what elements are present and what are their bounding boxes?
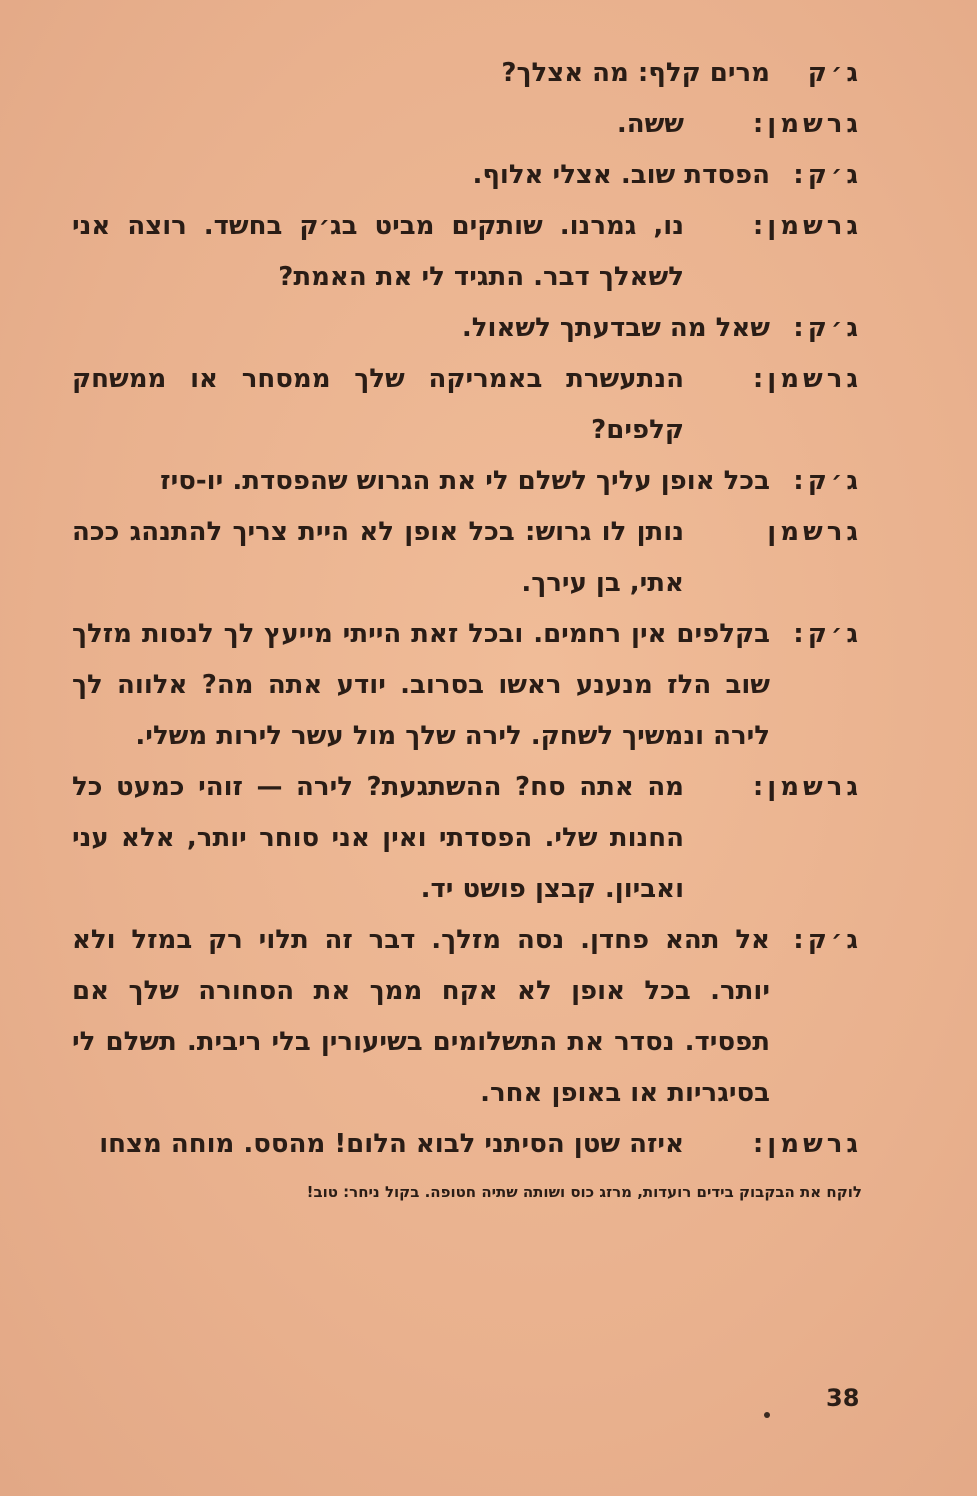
speech-text: איזה שטן הסיתני לבוא הלום! מהסס. מוחה מצחו <box>99 1129 684 1159</box>
dialogue-line <box>72 456 862 507</box>
page-number: 38 <box>826 1384 860 1412</box>
speaker-name: גרשמן: <box>752 1129 862 1159</box>
dialogue-line <box>72 303 862 354</box>
dialogue-line <box>72 99 862 150</box>
script-text <box>72 48 862 1214</box>
speech-text: נו, גמרנו. שותקים מביט בג׳ק בחשד. רוצה אני לשאלך דבר. התגיד לי את האמת? <box>72 211 684 292</box>
speech-text: מרים קלף: מה אצלך? <box>501 58 770 88</box>
speaker-name: ג׳ק: <box>793 466 862 496</box>
speaker-name: ג׳ק: <box>793 160 862 190</box>
stage-direction-text: לוקח את הבקבוק בידים רועדות, מרזג כוס ושותה שתיה חטופה. בקול ניחר: טוב! <box>306 1183 862 1201</box>
speaker-name: ג׳ק: <box>793 925 862 955</box>
speech-text: מה אתה סח? ההשתגעת? לירה — זוהי כמעט כל החנות שלי. הפסדתי ואין אני סוחר יותר, אלא עני ואביון. קבצן פושט יד. <box>72 772 684 904</box>
ink-dot <box>764 1412 770 1418</box>
dialogue-line <box>72 354 862 456</box>
speech-text: בכל אופן עליך לשלם לי את הגרוש שהפסדת. יו-סיז <box>160 466 770 496</box>
speaker-name: גרשמן: <box>752 364 862 394</box>
speaker-name: גרשמן: <box>752 772 862 802</box>
dialogue-line <box>72 48 862 99</box>
speech-text: נותן לו גרוש: בכל אופן לא היית צריך להתנהג ככה אתי, בן עירך. <box>72 517 684 598</box>
dialogue-line <box>72 507 862 609</box>
speech-text: ששה. <box>616 109 684 139</box>
dialogue-line <box>72 915 862 1119</box>
speech-text: שאל מה שבדעתך לשאול. <box>461 313 770 343</box>
speaker-name: גרשמן: <box>752 109 862 139</box>
dialogue-line <box>72 201 862 303</box>
dialogue-line <box>72 762 862 915</box>
speaker-name: ג׳ק: <box>793 313 862 343</box>
speaker-name: ג׳ק <box>807 58 862 88</box>
speaker-name: ג׳ק: <box>793 619 862 649</box>
speaker-name: גרשמן <box>767 517 862 547</box>
speech-text: הנתעשרת באמריקה שלך ממסחר או ממשחק קלפים? <box>72 364 684 445</box>
dialogue-line <box>72 609 862 762</box>
dialogue-line <box>72 150 862 201</box>
dialogue-line <box>72 1119 862 1170</box>
speech-text: אל תהא פחדן. נסה מזלך. דבר זה תלוי רק במזל ולא יותר. בכל אופן לא אקח ממך את הסחורה שלך אם תפסיד. נסדר את התשלומים בשיעורין בלי ריבית. תשלם לי בסיגריות או באופן אחר. <box>72 925 770 1108</box>
speaker-name: גרשמן: <box>752 211 862 241</box>
stage-direction <box>72 1170 862 1214</box>
speech-text: הפסדת שוב. אצלי אלוף. <box>472 160 770 190</box>
speech-text: בקלפים אין רחמים. ובכל זאת הייתי מייעץ לך לנסות מזלך שוב הלז מנענע ראשו בסרוב. יודע אתה מה? אלווה לך לירה ונמשיך לשחק. לירה שלך מול עשר לירות משלי. <box>72 619 770 751</box>
